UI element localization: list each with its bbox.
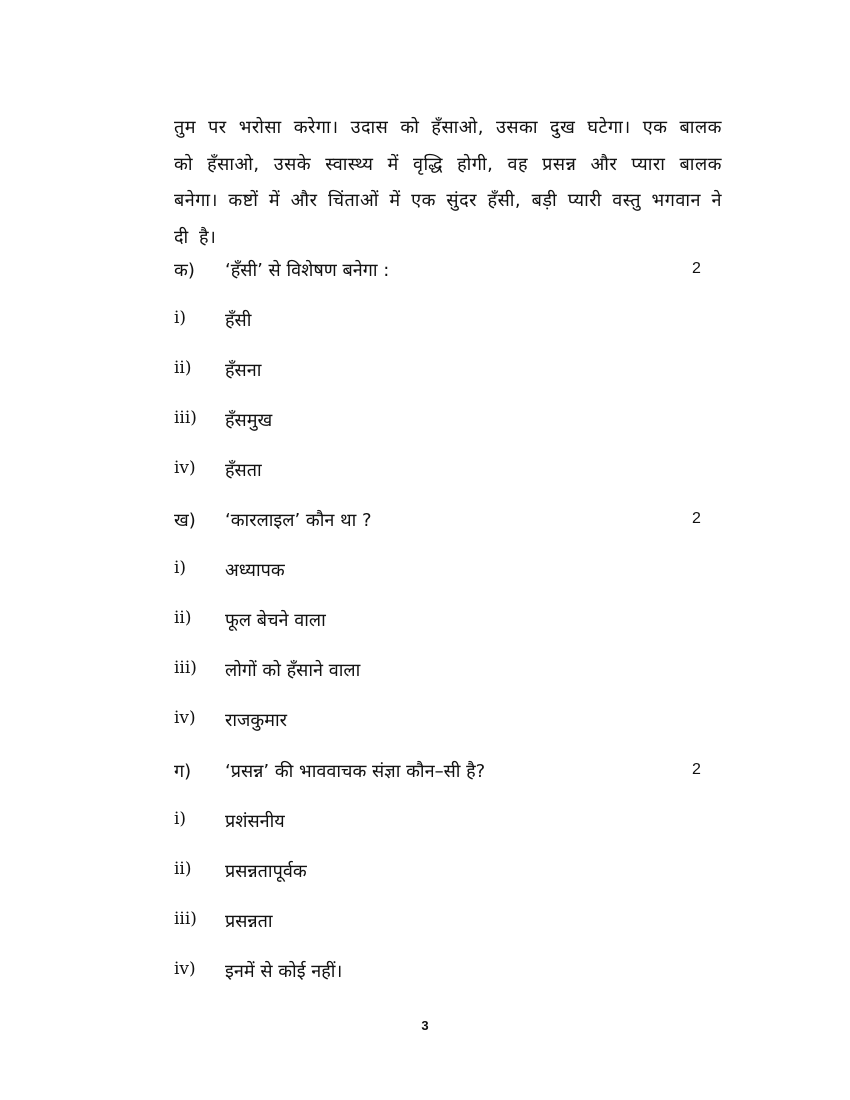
option-text: हँसमुख bbox=[225, 410, 273, 431]
question-text: ‘कारलाइल’ कौन था ? bbox=[225, 510, 372, 531]
option-text: हँसता bbox=[225, 460, 262, 481]
option-text: अध्यापक bbox=[225, 560, 285, 581]
question-label: ग) bbox=[174, 761, 192, 782]
option-number: i) bbox=[174, 558, 187, 578]
option-row bbox=[174, 608, 734, 634]
option-text: हँसी bbox=[225, 310, 252, 331]
question-label: क) bbox=[174, 260, 195, 281]
question-label: ख) bbox=[174, 510, 196, 531]
option-number: iv) bbox=[174, 708, 196, 728]
option-row bbox=[174, 658, 734, 684]
option-row bbox=[174, 859, 734, 885]
option-row bbox=[174, 358, 734, 384]
question-kha bbox=[174, 508, 734, 534]
question-text: ‘प्रसन्न’ की भाववाचक संज्ञा कौन–सी है? bbox=[225, 761, 486, 782]
option-text: राजकुमार bbox=[225, 710, 287, 731]
option-row bbox=[174, 558, 734, 584]
option-number: iii) bbox=[174, 658, 197, 678]
option-row bbox=[174, 308, 734, 334]
option-row bbox=[174, 909, 734, 935]
passage-paragraph: तुम पर भरोसा करेगा। उदास को हँसाओ, उसका दुख घटेगा। एक बालक को हँसाओ, उसके स्वास्थ्य में वृद्धि होगी, वह प्रसन्न और प्यारा बालक बनेगा। कष्टों में और चिंताओं में एक सुंदर हँसी, बड़ी प्यारी वस्तु भगवान ने दी है। bbox=[174, 117, 722, 248]
question-marks: 2 bbox=[692, 260, 701, 277]
option-row bbox=[174, 408, 734, 434]
question-text: ‘हँसी’ से विशेषण बनेगा : bbox=[225, 260, 390, 281]
question-marks: 2 bbox=[692, 510, 701, 527]
option-number: i) bbox=[174, 308, 187, 328]
option-text: हँसना bbox=[225, 360, 262, 381]
question-ka bbox=[174, 258, 734, 284]
option-row bbox=[174, 708, 734, 734]
option-number: i) bbox=[174, 809, 187, 829]
option-text: फूल बेचने वाला bbox=[225, 610, 326, 631]
option-number: iii) bbox=[174, 909, 197, 929]
question-ga bbox=[174, 759, 734, 785]
option-text: इनमें से कोई नहीं। bbox=[225, 961, 343, 982]
option-number: ii) bbox=[174, 358, 192, 378]
option-number: iv) bbox=[174, 458, 196, 478]
option-number: ii) bbox=[174, 859, 192, 879]
option-number: ii) bbox=[174, 608, 192, 628]
option-text: लोगों को हँसाने वाला bbox=[225, 660, 361, 681]
option-number: iv) bbox=[174, 959, 196, 979]
option-text: प्रसन्नतापूर्वक bbox=[225, 861, 307, 882]
option-text: प्रशंसनीय bbox=[225, 811, 285, 832]
option-text: प्रसन्नता bbox=[225, 911, 273, 932]
option-row bbox=[174, 458, 734, 484]
option-row bbox=[174, 959, 734, 985]
option-row bbox=[174, 809, 734, 835]
page-number: 3 bbox=[421, 1018, 429, 1033]
question-marks: 2 bbox=[692, 761, 701, 778]
option-number: iii) bbox=[174, 408, 197, 428]
